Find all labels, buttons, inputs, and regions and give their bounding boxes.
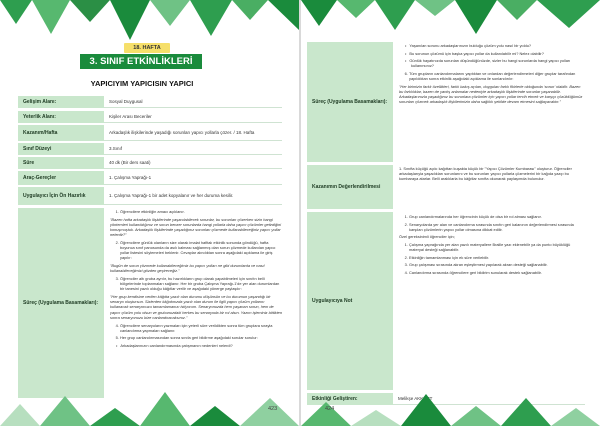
week-badge: 18. HAFTA bbox=[124, 43, 170, 53]
special-item: 3. Grup çalışması sırasında akran eşleştirmesi yapılarak akran desteği sağlanabilir. bbox=[409, 262, 585, 267]
info-row bbox=[18, 125, 282, 141]
process-continued bbox=[399, 43, 585, 163]
process-bullet: • Yaşanılan sorunu arkadaşlarınızın bulduğu çözüm yolu nasıl bir yoldu? bbox=[411, 43, 585, 48]
process-label: Süreç (Uygulama Basamakları): bbox=[18, 208, 104, 398]
process-step: 3. Öğrenciler altı gruba ayrılır, bu hazırlıkların grup olarak yapabilmeleri için sınıfın belli bölgelerinde toplanmaları sağlanır. Her bir gruba Çalışma Yaprağı-1'de yer alan durumlardan bir tanesini yazılı olduğu kâğıtlar verilir ve aşağıdaki yönerge paylaşılır: bbox=[120, 276, 282, 292]
info-row bbox=[18, 143, 282, 155]
info-row bbox=[18, 157, 282, 169]
developer-label: Etkinliği Geliştiren: bbox=[307, 393, 393, 405]
info-label: Araç-Gereçler bbox=[18, 171, 104, 185]
bottom-triangle-decoration bbox=[0, 386, 299, 426]
info-label: Yeterlik Alanı: bbox=[18, 111, 104, 123]
info-label: Uygulayıcı İçin Ön Hazırlık bbox=[18, 187, 104, 205]
process-step: 2. Öğrencilere günlük olanların size olarak imalat hafitalı etkinlik sonunda göndüğü, hafta boyunca sınıf panosunda da asılı kalması sağlanmış olan sorun çözmede kullanılan yapıcı yollar listesini söylemeleri beklenir. Cevaplar alındıktan sonra aşağıdaki açıklama ile giriş yapılır: bbox=[120, 240, 282, 261]
process-label: Süreç (Uygulama Basamakları): bbox=[307, 42, 393, 162]
info-value: 1. Çalışma Yaprağı-1 bbox=[104, 171, 282, 185]
process-bullet: • Bu sorunun çözümü için başka yapıcı yollar da kullanılabilir mi? Nelez olabilir? bbox=[411, 51, 585, 56]
info-value: 3.Sınıf bbox=[104, 143, 282, 155]
developer-name: Melikşe AKKURT bbox=[393, 393, 585, 405]
info-value: Sosyal Duygusal bbox=[104, 96, 282, 108]
notes-label: Uygulayıcıya Not bbox=[307, 212, 393, 390]
process-quote: "Her grup kendisine verilen kâğıtta yazılı olan durumu düşünsün ve bu durumun yaşandığı bir senaryo oluştursun. Sizlerden kâğıdınızda yazılı olan durum ile ilgili yapıcı çözüm yollarını kullanacak senaryonuzu tamamlamanızı istiyorum. Senaryonuzda hem yaşanan sorun, hem de yapıcı çözüm yolu olsun ve grubunuzdaki herkes bu senaryoda bir rol alsın. Yazım işleminiz bittikten sonra senaryonuzu bize canlandıracaksınız." bbox=[110, 293, 282, 320]
top-triangle-decoration bbox=[301, 0, 600, 44]
info-label: Gelişim Alanı: bbox=[18, 96, 104, 108]
process-bullet: • Arkadaşlarınızın canlandırmasında çatışmanın nedenleri nelerdi? bbox=[122, 343, 282, 348]
process-quote: "Bugün de sorun çözmede kullanabileceğimiz bu yapıcı yolları ne gibi durumlarda ve nasıl kullanabileceğimizi gözden geçireceğiz." bbox=[110, 263, 265, 274]
special-item: 2. Etkinliğin tamamlanması için ek süre verilebilir. bbox=[409, 255, 585, 260]
grade-title: 3. SINIF ETKİNLİKLERİ bbox=[80, 54, 202, 69]
evaluation-label: Kazanımın Değerlendirilmesi bbox=[307, 165, 393, 209]
page-number-left: 423 bbox=[268, 406, 278, 412]
process-bullet: • Günlük hayatınızda sorunları düşündüğünüzde, sizler bu hangi sorunlarda hangi yapıcı yolları kullanırsınız? bbox=[411, 58, 585, 68]
activity-title: YAPICIYIM YAPICISIN YAPICI bbox=[90, 79, 194, 88]
left-page bbox=[0, 0, 299, 426]
page-number-right: 424 bbox=[325, 406, 335, 412]
info-row bbox=[18, 187, 282, 205]
top-triangle-decoration bbox=[0, 0, 299, 44]
process-step: 4. Öğrencilere senaryoların yazmaları için yeterli süre verildikten sonra tüm gruplara sırayla canlandırma yapmaları sağlanır. bbox=[120, 323, 282, 333]
process-step: 6. Tüm grupların canlandırmalarını yaptıktan ve onlardan değerlendirmeleri diğer gruplar tarafından yapıldıktan sonra etkinlik aşağıdaki açıklama ile sonlandırılır: bbox=[409, 71, 585, 81]
special-needs-label: Özel gereksinimli öğrenciler için; bbox=[399, 234, 455, 240]
note-item: 2. Senaryolarda yer alan ve canlandırma sırasında sınıfın geri kalanının değerlendirmesi sırasında karşılan çözümlerin yapıcı yollar olmasına dikkat edilir. bbox=[409, 222, 585, 232]
closing-quote: "Her birimizin farklı özellikleri, farklı bakış açıları, duyguları farklı fikirlerle olduğunda ‘sorun’ olabilir. Bazen bu farklılıklar, bazen de yanlış anlamalar nedeniyle arkadaşlık ilişkilerinde sorunlar yaşanabilir. Arkadaşlarınızla yaşadığınız bu sorunlara çözümler için yapıcı yollar tercih etmek ve karşıyı çözüldüğümüz sorunları çözmek arkadaşlık ilişkilerimizin daha sağlıklı şekilde devam etmesini sağlayacaktır." bbox=[399, 83, 583, 105]
note-item: 1. Grup canlandırmalarında her öğrencinin küçük de olsa bir rol alması sağlanır. bbox=[409, 214, 585, 219]
bottom-triangle-decoration bbox=[301, 386, 600, 426]
info-label: Süre bbox=[18, 157, 104, 169]
info-value: Arkadaşlık ilişkilerinde yaşadığı sorunları yapıcı yollarla çözer. / 18. Hafta bbox=[104, 125, 282, 141]
right-page bbox=[301, 0, 600, 426]
info-value: 1. Çalışma Yaprağı-1 bir adet kopyalanır ve her duruma kesilir. bbox=[104, 187, 282, 205]
evaluation-text: 1. Sınıfta küçüğü açıkı kağıttan kuşakta küçük bir "Yapıcı Çözümler Kumbarası" oluşturur. Öğrenciler arkadaşlarıyla yaşadıkları sorunlarını ve bu sorunları yapıcı yollarla çözmelerini bir kağıda yazıp bu kumbaraya atarlar. Belli aralıklarla bu kâğıtlar sınıfta okunarak paylaşımda bulunulur. bbox=[399, 166, 572, 182]
process-steps bbox=[110, 209, 282, 399]
info-value: 40 dk (Bir ders saati) bbox=[104, 157, 282, 169]
info-label: Kazanım/Hafta bbox=[18, 125, 104, 141]
info-row bbox=[18, 111, 282, 123]
notes-text bbox=[399, 214, 585, 390]
special-item: 1. Çalışma yaprağında yer alan yazılı materyallere Braille yazı eklenebilir ya da punto büyüklüğü materyal desteği sağlanabilir. bbox=[409, 242, 585, 252]
info-value: Kişiler Arası Beceriler bbox=[104, 111, 282, 123]
process-step: 5. Her grup canlandırmasından sonra sınıfa geri bildirme aşağıdaki sorular sorulur: bbox=[120, 335, 282, 340]
process-step: 1. Öğrencilere etkinliğin amacı açıklanır. bbox=[120, 209, 282, 214]
special-item: 4. Canlandırma sırasında öğrencilere geri bildirim sunularak destek sağlanabilir. bbox=[409, 270, 585, 275]
info-row bbox=[18, 171, 282, 185]
info-label: Sınıf Düzeyi bbox=[18, 143, 104, 155]
info-row bbox=[18, 96, 282, 108]
process-quote: "Bazen hafta arkadaşlık ilişkilerinde yaşanılabilecek sorunlar, bu sorunları çözerken sizin hangi yöntemleri kullanıldığınız ve sorun benzer sorunlarda hangi yollarla daha yapıcı çözümler getirdiğini konuşmuştuk. Arkadaşlık ilişkilerinde yaşadığınız sorunları çözmede kullanabileceğiniz yapıcı yollar nelerdir?" bbox=[110, 216, 282, 238]
